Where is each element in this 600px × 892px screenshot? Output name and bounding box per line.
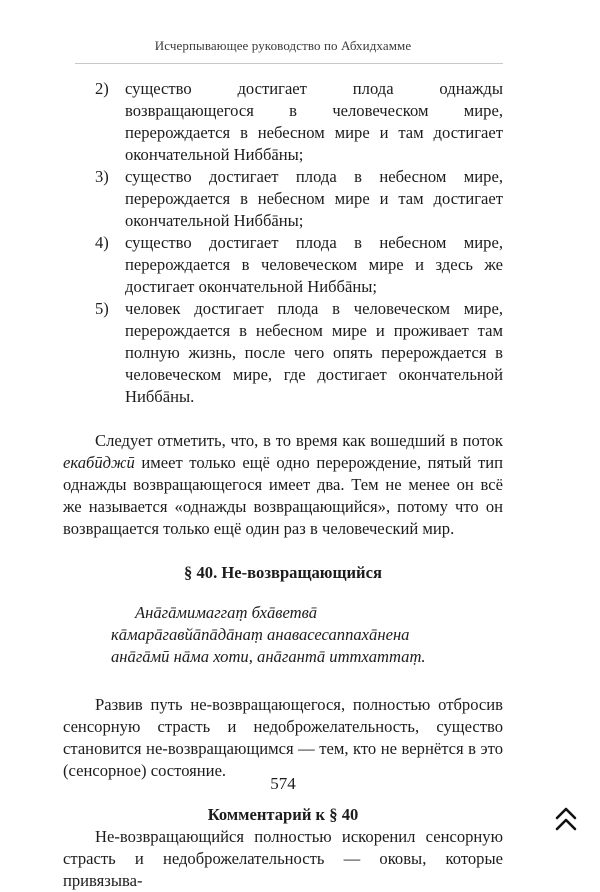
spacer <box>63 540 503 562</box>
pali-verse: Анāгāмимаггаṃ бхāветвā кāмарāгавйāпāдāнаṃ анавасесаппахāнена анāгāмӣ нāма хоти, анāгантā иттхаттаṃ. <box>111 603 426 666</box>
list-item-text: человек достигает плода в человеческом мире, перерождается в небесном мире и проживает там полную жизнь, после чего опять перерождается в человеческом мире, где достигает окончательной Ниббāны. <box>125 299 503 406</box>
list-item-number: 3) <box>95 167 109 186</box>
double-chevron-up-icon <box>554 806 578 832</box>
list-item-number: 4) <box>95 233 109 252</box>
numbered-list <box>63 78 503 408</box>
header-rule <box>75 63 503 64</box>
spacer <box>63 668 503 694</box>
list-item <box>95 298 503 408</box>
paragraph-text-start: Следует отметить, что, в то время как вошедший в поток <box>95 431 503 450</box>
list-item <box>95 232 503 298</box>
list-item <box>95 78 503 166</box>
page-content <box>63 78 503 892</box>
list-item <box>95 166 503 232</box>
running-header: Исчерпывающее руководство по Абхидхамме <box>154 38 412 53</box>
list-item-text: существо достигает плода в небесном мире, перерождается в человеческом мире и здесь же достигает окончательной Ниббāны; <box>125 233 503 296</box>
paragraph-once-returner <box>63 430 503 540</box>
spacer <box>63 408 503 430</box>
spacer <box>63 584 503 602</box>
commentary-title: Комментарий к § 40 <box>207 805 359 824</box>
paragraph-text-end: имеет только ещё одно перерождение, пятый тип однажды возвращающегося имеет два. Тем не менее он всё же называется «однажды возвращающийся», потому что он возвращается только ещё один раз в человеческий мир. <box>63 453 503 538</box>
scroll-to-top-button[interactable] <box>554 806 578 832</box>
list-item-number: 5) <box>95 299 109 318</box>
page-number: 574 <box>270 774 296 793</box>
italic-term: екабӣджӣ <box>63 453 135 472</box>
translation-paragraph: Развив путь не-возвращающегося, полностью отбросив сенсорную страсть и недоброжелательность, существо становится не-возвращающимся — тем, кто не вернётся в это (сенсорное) состояние. <box>63 695 503 780</box>
section-title: § 40. Не-возвращающийся <box>184 563 382 582</box>
list-item-number: 2) <box>95 79 109 98</box>
list-item-text: существо достигает плода однажды возвращающегося в человеческом мире, перерождается в небесном мире и там достигает окончательной Ниббāны; <box>125 79 503 164</box>
list-item-text: существо достигает плода в небесном мире, перерождается в небесном мире и там достигает окончательной Ниббāны; <box>125 167 503 230</box>
commentary-paragraph: Не-возвращающийся полностью искоренил сенсорную страсть и недоброжелательность — оковы, которые привязыва- <box>63 827 503 890</box>
